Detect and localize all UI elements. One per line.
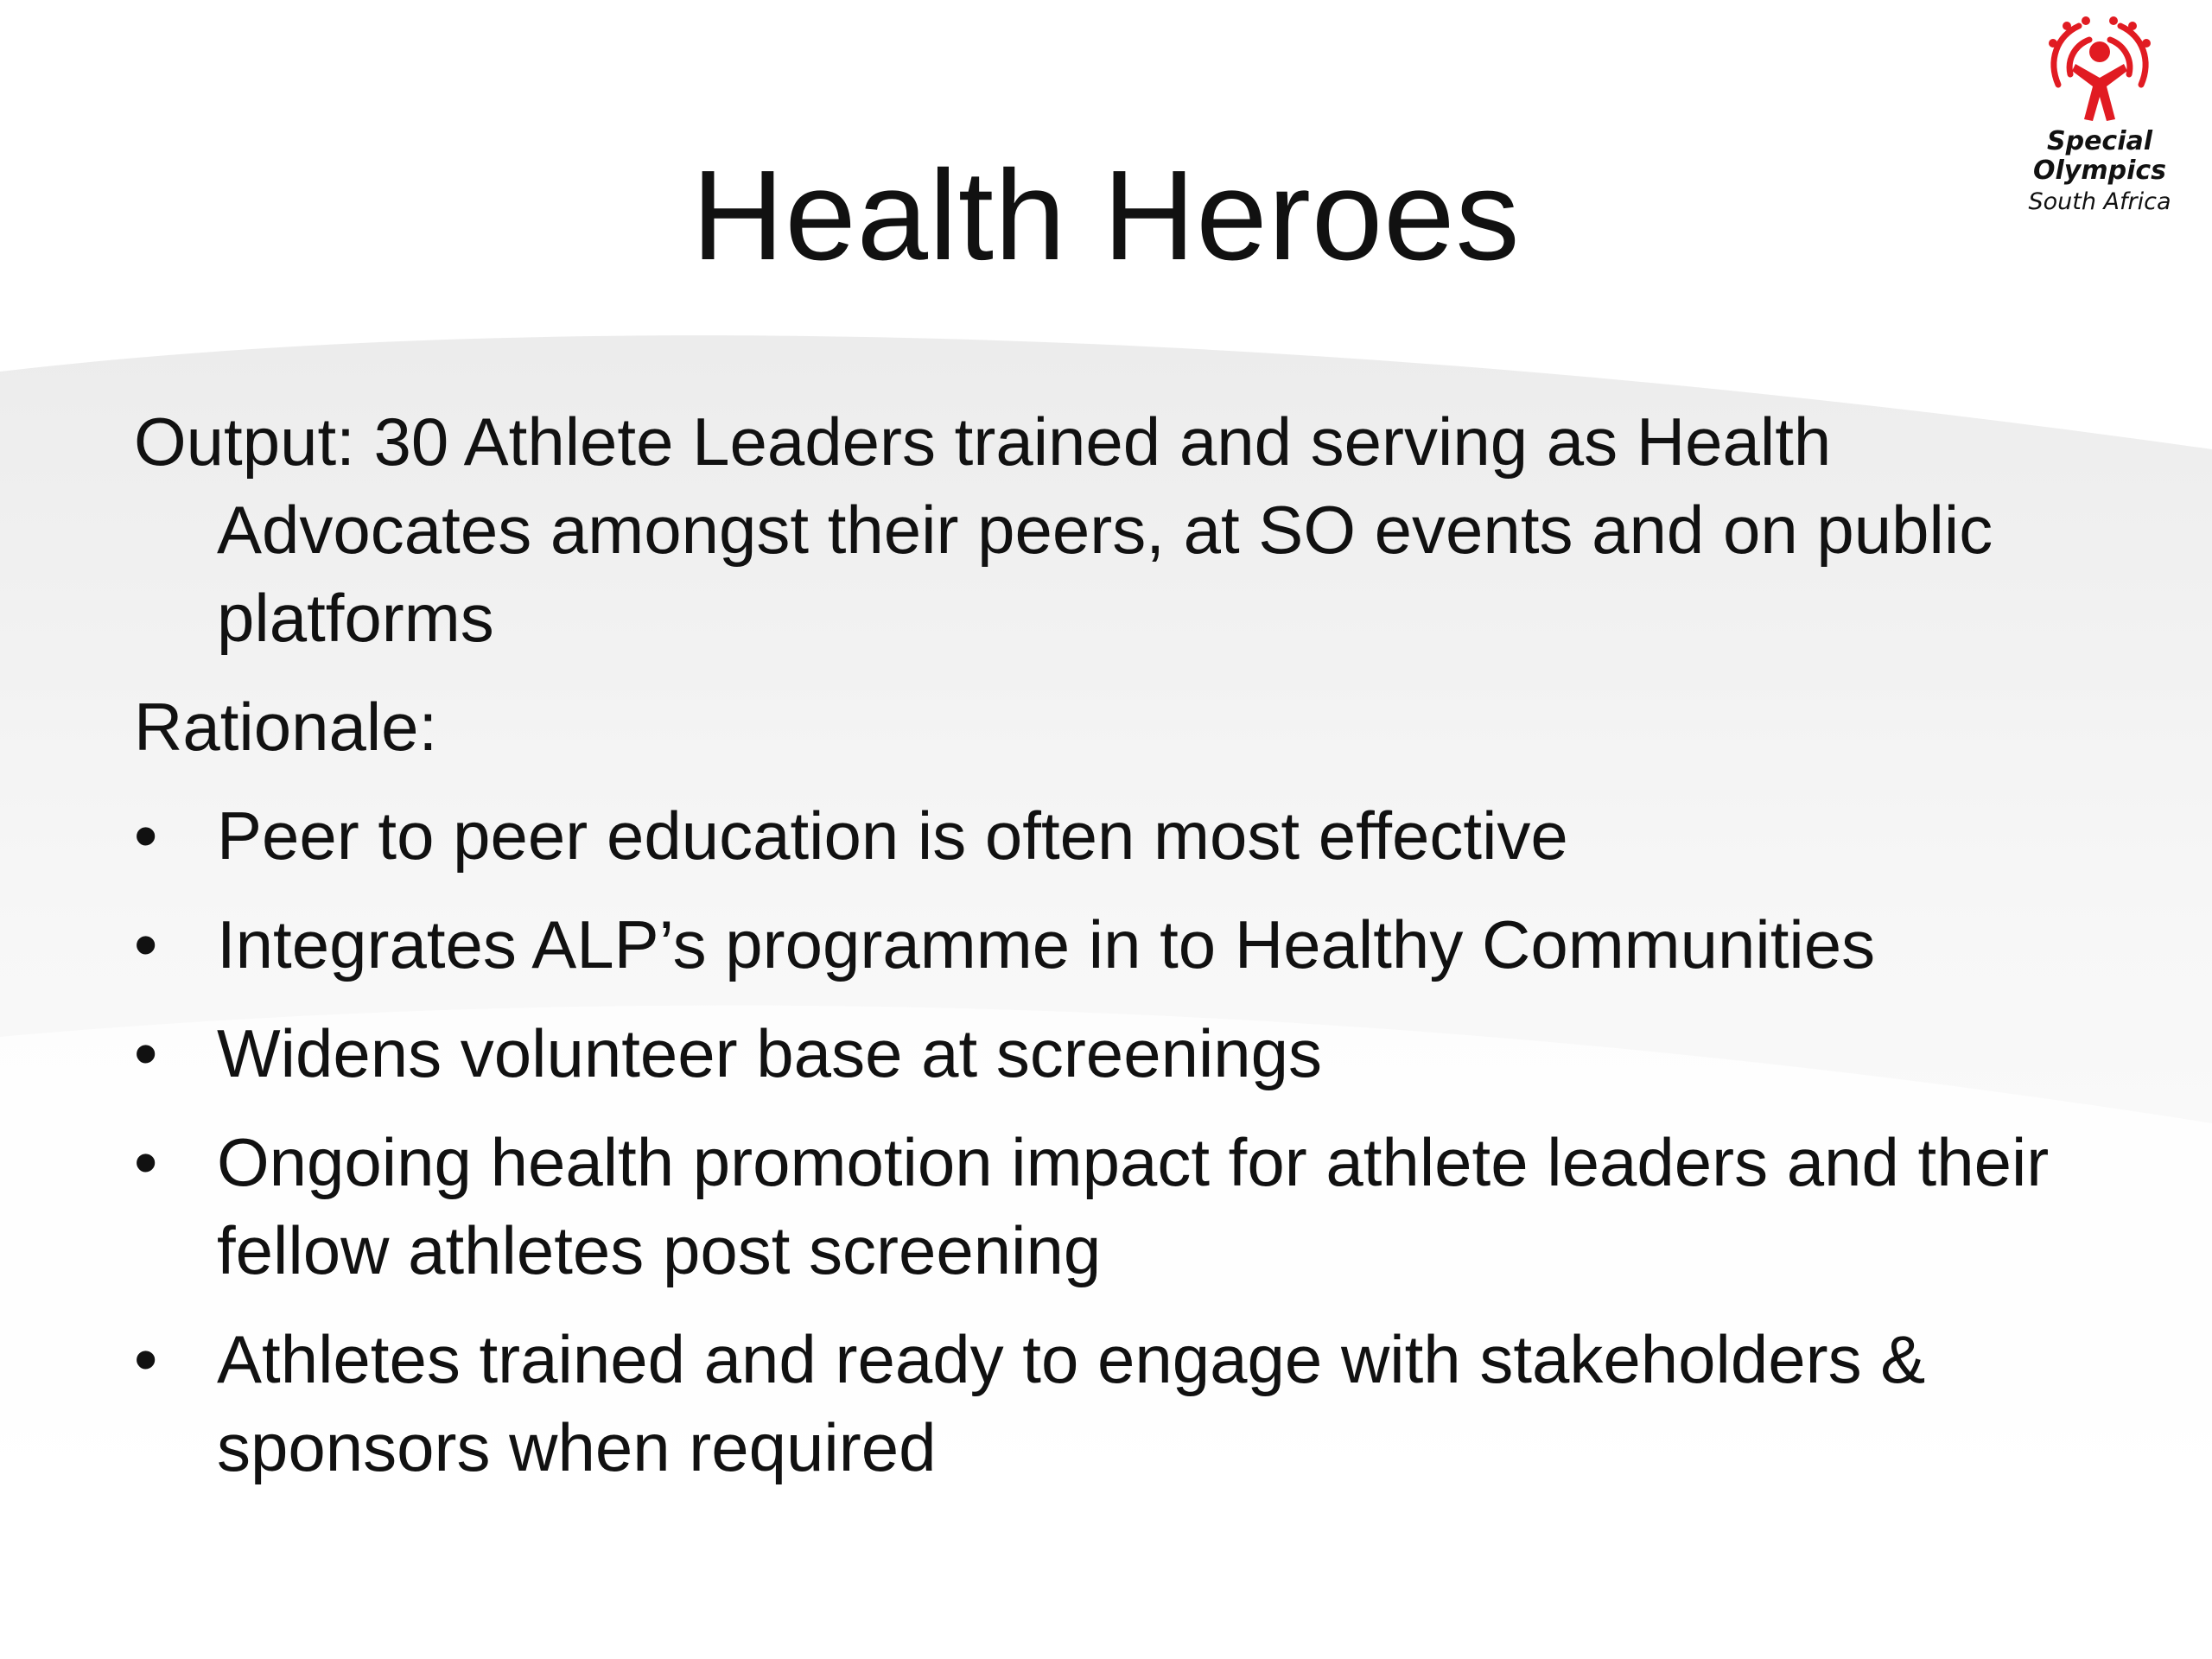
bullet-icon: • (134, 906, 158, 982)
logo-line-south-africa: South Africa (2028, 188, 2171, 215)
output-paragraph: Output: 30 Athlete Leaders trained and serving as Health Advocates amongst their peers, at SO events and on public platforms (134, 404, 1993, 656)
special-olympics-emblem-icon (2041, 14, 2158, 126)
list-item-text: Ongoing health promotion impact for athlete leaders and their fellow athletes post screening (217, 1124, 2050, 1288)
slide-title: Health Heroes (691, 144, 1521, 287)
list-item-text: Athletes trained and ready to engage with stakeholders & sponsors when required (217, 1321, 1926, 1485)
rationale-label: Rationale: (134, 689, 438, 765)
list-item (134, 1118, 2087, 1294)
bullet-icon: • (134, 798, 158, 874)
logo-line-olympics: Olympics (2033, 156, 2166, 186)
bullet-icon: • (134, 1321, 158, 1397)
bullet-icon: • (134, 1015, 158, 1091)
list-item-text: Widens volunteer base at screenings (217, 1015, 1323, 1091)
rationale-list (134, 791, 2087, 1491)
list-item (134, 791, 2087, 880)
list-item (134, 1315, 2087, 1491)
slide-body (134, 397, 2087, 1512)
list-item (134, 1009, 2087, 1097)
bullet-icon: • (134, 1124, 158, 1200)
list-item-text: Integrates ALP’s programme in to Healthy Communities (217, 906, 1876, 982)
list-item (134, 900, 2087, 988)
logo-line-special: Special (2046, 126, 2153, 156)
list-item-text: Peer to peer education is often most effective (217, 798, 1568, 874)
